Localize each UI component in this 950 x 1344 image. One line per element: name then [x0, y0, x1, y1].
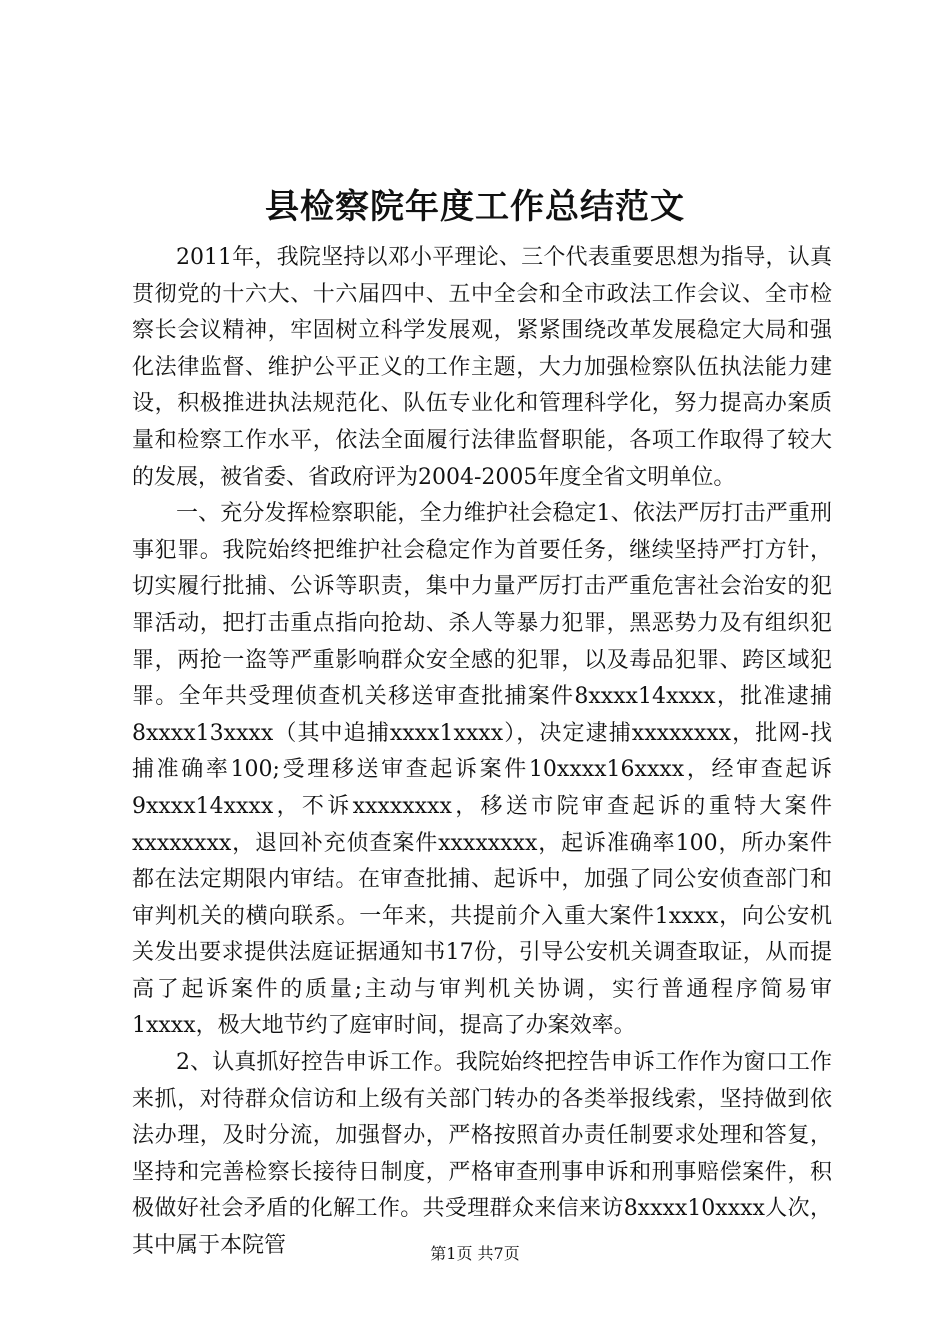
- document-title: 县检察院年度工作总结范文: [265, 187, 685, 227]
- paragraph-section-1: 一、充分发挥检察职能，全力维护社会稳定1、依法严厉打击严重刑事犯罪。我院始终把维护社会稳定作为首要任务，继续坚持严打方针，切实履行批捕、公诉等职责，集中力量严厉打击严重危害社会治安的犯罪活动，把打击重点指向抢劫、杀人等暴力犯罪，黑恶势力及有组织犯罪，两抢一盗等严重影响群众安全感的犯罪，以及毒品犯罪、跨区域犯罪。全年共受理侦查机关移送审查批捕案件8xxxx14xxxx，批准逮捕8xxxx13xxxx（其中追捕xxxx1xxxx），决定逮捕xxxxxxxx，批网-找捕准确率100;受理移送审查起诉案件10xxxx16xxxx，经审查起诉9xxxx14xxxx，不诉xxxxxxxx，移送市院审查起诉的重特大案件xxxxxxxx，退回补充侦查案件xxxxxxxx，起诉准确率100，所办案件都在法定期限内审结。在审查批捕、起诉中，加强了同公安侦查部门和审判机关的横向联系。一年来，共提前介入重大案件1xxxx，向公安机关发出要求提供法庭证据通知书17份，引导公安机关调查取证，从而提高了起诉案件的质量;主动与审判机关协调，实行普通程序简易审1xxxx，极大地节约了庭审时间，提高了办案效率。: [132, 501, 832, 1039]
- paragraph-intro: 2011年，我院坚持以邓小平理论、三个代表重要思想为指导，认真贯彻党的十六大、十六届四中、五中全会和全市政法工作会议、全市检察长会议精神，牢固树立科学发展观，紧紧围绕改革发展稳定大局和强化法律监督、维护公平正义的工作主题，大力加强检察队伍执法能力建设，积极推进执法规范化、队伍专业化和管理科学化，努力提高办案质量和检察工作水平，依法全面履行法律监督职能，各项工作取得了较大的发展，被省委、省政府评为2004-2005年度全省文明单位。: [132, 245, 832, 490]
- document-body: [132, 240, 832, 1265]
- page-footer: 第1页 共7页: [430, 1244, 520, 1263]
- paragraph-section-2: 2、认真抓好控告申诉工作。我院始终把控告申诉工作作为窗口工作来抓，对待群众信访和上级有关部门转办的各类举报线索，坚持做到依法办理，及时分流，加强督办，严格按照首办责任制要求处理和答复，坚持和完善检察长接待日制度，严格审查刑事申诉和刑事赔偿案件，积极做好社会矛盾的化解工作。共受理群众来信来访8xxxx10xxxx人次，其中属于本院管: [132, 1050, 832, 1259]
